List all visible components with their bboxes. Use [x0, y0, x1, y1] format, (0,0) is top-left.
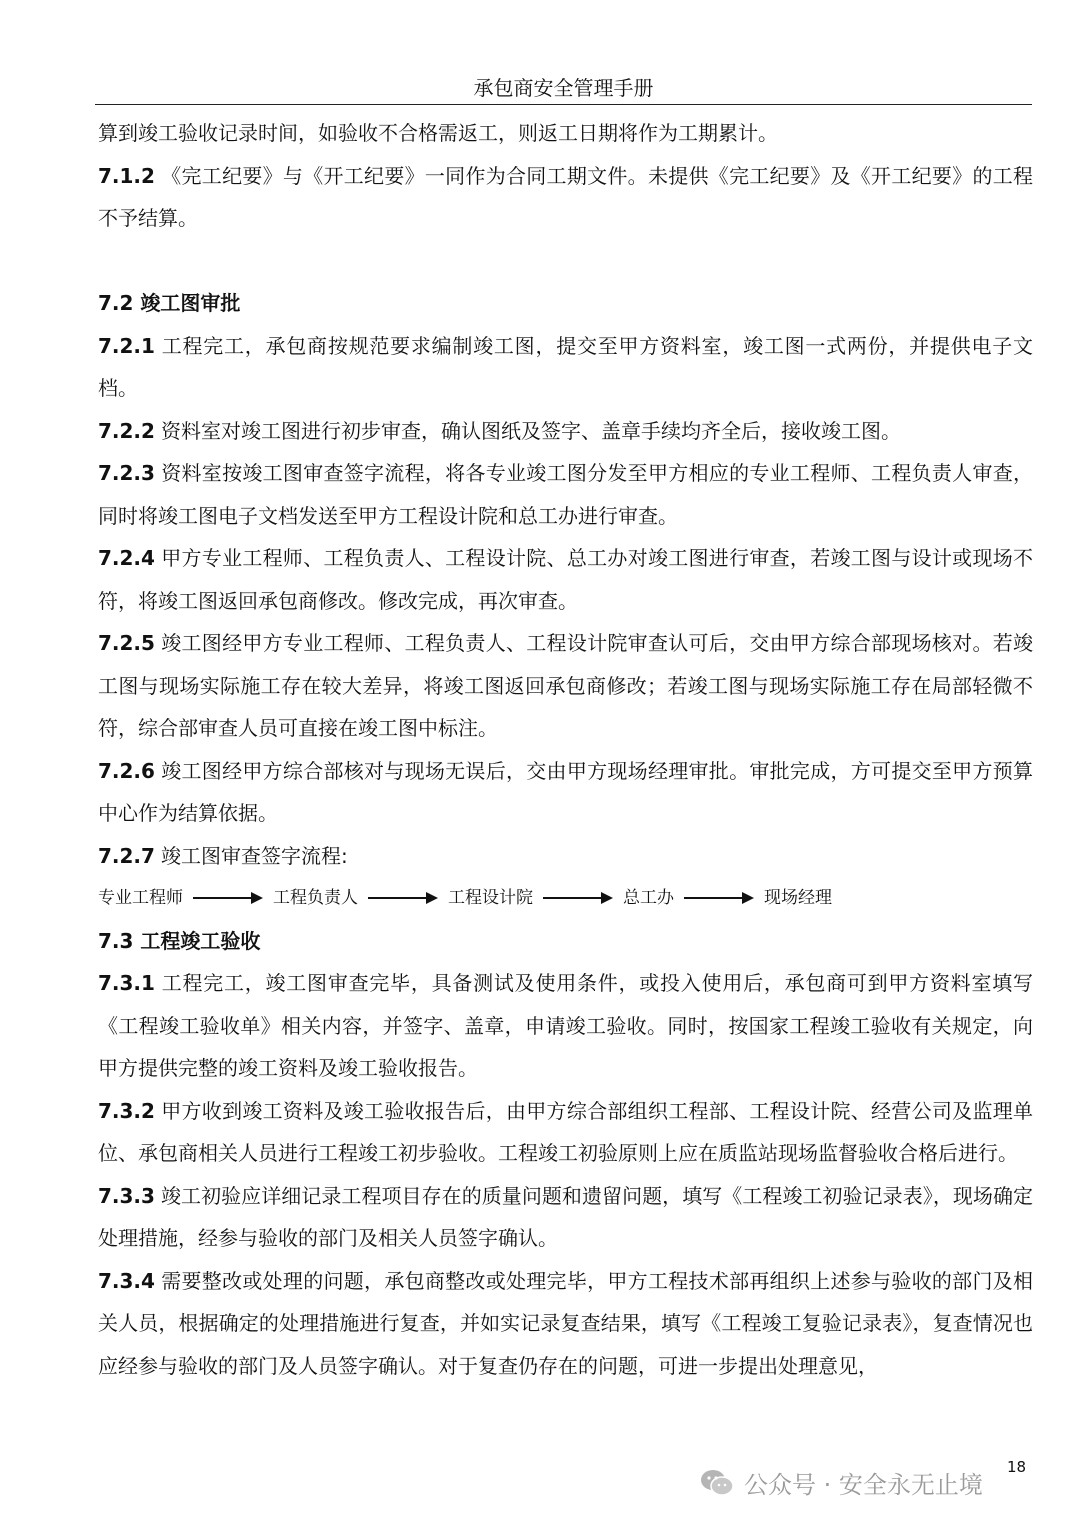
clause-text: 甲方专业工程师、工程负责人、工程设计院、总工办对竣工图进行审查，若竣工图与设计或现场不符，将竣工图返回承包商修改。修改完成，再次审查。 — [98, 546, 1033, 613]
paragraph-7-3-4 — [98, 1260, 1033, 1388]
watermark-text: 公众号 · 安全永无止境 — [744, 1471, 983, 1499]
clause-text: 竣工初验应详细记录工程项目存在的质量问题和遗留问题，填写《工程竣工初验记录表》，现场确定处理措施，经参与验收的部门及相关人员签字确认。 — [98, 1183, 1033, 1250]
page-number: 18 — [1007, 1458, 1027, 1476]
clause-text: 竣工图经甲方综合部核对与现场无误后，交由甲方现场经理审批。审批完成，方可提交至甲方预算中心作为结算依据。 — [98, 758, 1033, 825]
page-header: 承包商安全管理手册 — [473, 76, 654, 100]
paragraph-7-2-5 — [98, 622, 1033, 750]
clause-number: 7.2.2 — [98, 418, 155, 443]
clause-text: 甲方收到竣工资料及竣工验收报告后，由甲方综合部组织工程部、工程设计院、经营公司及监理单位、承包商相关人员进行工程竣工初步验收。工程竣工初验原则上应在质监站现场监督验收合格后进行。 — [98, 1098, 1033, 1165]
paragraph-7-3-2 — [98, 1090, 1033, 1175]
clause-number: 7.3.1 — [98, 971, 155, 995]
section-heading-7-3: 7.3 工程竣工验收 — [98, 928, 261, 953]
flow-node: 工程负责人 — [273, 888, 358, 908]
clause-number: 7.3.2 — [98, 1098, 155, 1123]
flow-node: 现场经理 — [764, 888, 832, 908]
clause-number: 7.2.6 — [98, 758, 155, 783]
header-divider — [95, 104, 1032, 105]
arrow-right-icon — [193, 892, 263, 904]
clause-text: 竣工图审查签字流程: — [160, 843, 348, 868]
clause-text: 工程完工，竣工图审查完毕，具备测试及使用条件，或投入使用后，承包商可到甲方资料室填写《工程竣工验收单》相关内容，并签字、盖章，申请竣工验收。同时，按国家工程竣工验收有关规定，向甲方提供完整的竣工资料及竣工验收报告。 — [98, 971, 1033, 1080]
section-heading-7-2: 7.2 竣工图审批 — [98, 291, 241, 315]
paragraph-7-2-2 — [98, 410, 1033, 453]
paragraph-7-2-3 — [98, 452, 1033, 537]
arrow-right-icon — [684, 892, 754, 904]
paragraph-7-3-1 — [98, 962, 1033, 1090]
arrow-right-icon — [368, 892, 438, 904]
clause-number: 7.2.4 — [98, 546, 155, 570]
paragraph-7-2-1 — [98, 325, 1033, 410]
clause-text: 资料室按竣工图审查签字流程，将各专业竣工图分发至甲方相应的专业工程师、工程负责人审查，同时将竣工图电子文档发送至甲方工程设计院和总工办进行审查。 — [98, 461, 1033, 528]
clause-number: 7.2.7 — [98, 843, 155, 868]
clause-text: 资料室对竣工图进行初步审查，确认图纸及签字、盖章手续均齐全后，接收竣工图。 — [160, 418, 901, 443]
flow-node: 总工办 — [623, 888, 674, 908]
paragraph-7-2-4 — [98, 537, 1033, 622]
watermark-footer — [700, 1465, 983, 1500]
clause-number: 7.1.2 — [98, 163, 155, 188]
clause-number: 7.2.3 — [98, 461, 155, 485]
wechat-icon — [700, 1468, 734, 1498]
paragraph-7-3-3 — [98, 1175, 1033, 1260]
clause-text: 工程完工，承包商按规范要求编制竣工图，提交至甲方资料室，竣工图一式两份，并提供电子文档。 — [98, 333, 1033, 400]
arrow-right-icon — [543, 892, 613, 904]
blank-line — [98, 240, 1033, 283]
clause-text: 需要整改或处理的问题，承包商整改或处理完毕，甲方工程技术部再组织上述参与验收的部门及相关人员，根据确定的处理措施进行复查，并如实记录复查结果，填写《工程竣工复验记录表》，复查情况也应经参与验收的部门及人员签字确认。对于复查仍存在的问题，可进一步提出处理意见， — [98, 1268, 1033, 1378]
approval-flow — [98, 877, 1033, 920]
clause-number: 7.3.3 — [98, 1183, 155, 1208]
flow-node: 工程设计院 — [448, 888, 533, 908]
clause-text: 《完工纪要》与《开工纪要》一同作为合同工期文件。未提供《完工纪要》及《开工纪要》的工程不予结算。 — [98, 163, 1033, 230]
paragraph-7-1-2 — [98, 155, 1033, 240]
clause-text: 竣工图经甲方专业工程师、工程负责人、工程设计院审查认可后，交由甲方综合部现场核对。若竣工图与现场实际施工存在较大差异，将竣工图返回承包商修改；若竣工图与现场实际施工存在局部轻微不符，综合部审查人员可直接在竣工图中标注。 — [98, 631, 1033, 740]
paragraph: 算到竣工验收记录时间，如验收不合格需返工，则返工日期将作为工期累计。 — [98, 121, 778, 145]
clause-number: 7.2.5 — [98, 631, 155, 655]
flow-node: 专业工程师 — [98, 888, 183, 908]
paragraph-7-2-7 — [98, 835, 1033, 878]
document-body — [98, 112, 1033, 1387]
paragraph-7-2-6 — [98, 750, 1033, 835]
clause-number: 7.2.1 — [98, 333, 155, 358]
clause-number: 7.3.4 — [98, 1268, 155, 1293]
